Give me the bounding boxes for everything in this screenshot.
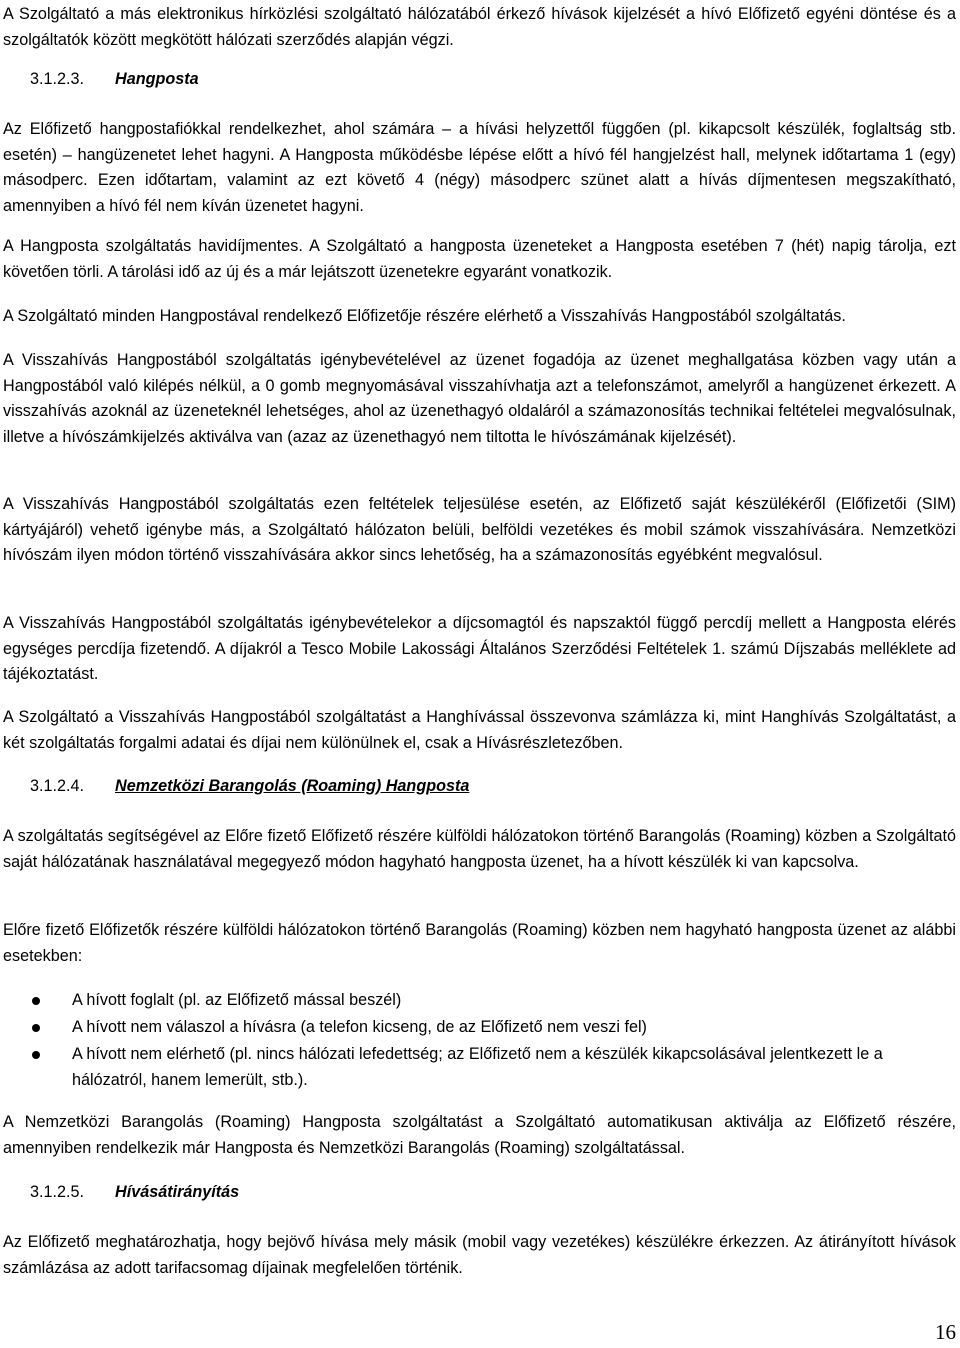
list-item-text: A hívott nem elérhető (pl. nincs hálózati lefedettség; az Előfizető nem a készülék kikapcsolásával jelentkezett le a hálózatról, hanem lemerült, stb.). (72, 1045, 883, 1089)
list-item (0, 988, 956, 1014)
page-number: 16 (935, 1320, 956, 1344)
section-number: 3.1.2.3. (30, 70, 85, 88)
section-title: Nemzetközi Barangolás (Roaming) Hangposta (115, 777, 470, 795)
section-heading-roaming-voicemail (30, 774, 469, 800)
paragraph-voicemail-fee: A Hangposta szolgáltatás havidíjmentes. A Szolgáltató a hangposta üzeneteket a Hangposta esetében 7 (hét) napig tárolja, ezt követően törli. A tárolási idő az új és a már lejátszott üzenetekre egyaránt vonatkozik. (3, 237, 956, 281)
paragraph-callback-billing: A Szolgáltató a Visszahívás Hangpostából szolgáltatást a Hanghívással összevonva számlázza ki, mint Hanghívás Szolgáltatást, a két szolgáltatás forgalmi adatai és díjai nem különülnek el, csak a Hívásrészletezőben. (3, 708, 956, 752)
paragraph-callback-usage: A Visszahívás Hangpostából szolgáltatás igénybevételével az üzenet fogadója az üzenet meghallgatása közben vagy után a Hangpostából való kilépés nélkül, a 0 gomb megnyomásával visszahívhatja azt a telefonszámot, amelyről a hangüzenet érkezett. A visszahívás azoknál az üzeneteknél lehetséges, ahol az üzenethagyó oldaláról a számazonosítás technikai feltételei megvalósulnak, illetve a hívószámkijelzés aktiválva van (azaz az üzenethagyó nem tiltotta le hívószámának kijelzését). (3, 351, 956, 446)
section-title: Hangposta (115, 70, 199, 88)
list-item-text: A hívott nem válaszol a hívásra (a telefon kicseng, de az Előfizető nem veszi fel) (72, 1018, 647, 1037)
paragraph-callback-pricing: A Visszahívás Hangpostából szolgáltatás igénybevételekor a díjcsomagtól és napszaktól függő percdíj mellett a Hangposta elérés egységes percdíja fizetendő. A díjakról a Tesco Mobile Lakossági Általános Szerződési Feltételek 1. számú Díjszabás melléklete ad tájékoztatást. (3, 614, 956, 684)
bullet-icon (32, 1024, 40, 1032)
paragraph-roaming-intro: A szolgáltatás segítségével az Előre fizető Előfizető részére külföldi hálózatokon történő Barangolás (Roaming) közben a Szolgáltató saját hálózatának használatával megegyező módon hagyható hangposta üzenet, ha a hívott készülék ki van kapcsolva. (3, 827, 956, 871)
paragraph-roaming-exceptions: Előre fizető Előfizetők részére külföldi hálózatokon történő Barangolás (Roaming) közben nem hagyható hangposta üzenet az alábbi esetekben: (3, 921, 956, 965)
section-title: Hívásátirányítás (115, 1183, 240, 1201)
section-heading-call-forwarding (30, 1180, 239, 1206)
section-heading-voicemail (30, 67, 199, 93)
section-number: 3.1.2.5. (30, 1183, 85, 1201)
paragraph-roaming-activation: A Nemzetközi Barangolás (Roaming) Hangposta szolgáltatást a Szolgáltató automatikusan aktiválja az Előfizető részére, amennyiben rendelkezik már Hangposta és Nemzetközi Barangolás (Roaming) szolgáltatással. (3, 1113, 956, 1157)
section-number: 3.1.2.4. (30, 777, 85, 795)
bullet-icon (32, 1051, 40, 1059)
paragraph-caller-id: A Szolgáltató a más elektronikus hírközlési szolgáltató hálózatából érkező hívások kijelzését a hívó Előfizető egyéni döntése és a szolgáltatók között megkötött hálózati szerződés alapján végzi. (3, 5, 956, 49)
bullet-list (0, 988, 956, 1095)
paragraph-callback-availability: A Szolgáltató minden Hangpostával rendelkező Előfizetője részére elérhető a Visszahívás Hangpostából szolgáltatás. (3, 307, 846, 325)
list-item (0, 1015, 956, 1041)
list-item (0, 1042, 956, 1093)
bullet-icon (32, 997, 40, 1005)
list-item-text: A hívott foglalt (pl. az Előfizető mással beszél) (72, 991, 402, 1009)
paragraph-voicemail-intro: Az Előfizető hangpostafiókkal rendelkezhet, ahol számára – a hívási helyzettől függően (pl. kikapcsolt készülék, foglaltság stb. esetén) – hangüzenetet lehet hagyni. A Hangposta működésbe lépése előtt a hívó fél hangjelzést hall, melynek időtartama 1 (egy) másodperc. Ezen időtartam, valamint az ezt követő 4 (négy) másodperc szünet alatt a hívás díjmentesen megszakítható, amennyiben a hívó fél nem kíván üzenetet hagyni. (3, 120, 956, 215)
paragraph-call-forwarding: Az Előfizető meghatározhatja, hogy bejövő hívása mely másik (mobil vagy vezetékes) készülékre érkezzen. Az átirányított hívások számlázása az adott tarifacsomag díjainak megfelelően történik. (3, 1233, 956, 1277)
paragraph-callback-conditions: A Visszahívás Hangpostából szolgáltatás ezen feltételek teljesülése esetén, az Előfizető saját készülékéről (Előfizetői (SIM) kártyájáról) vehető igénybe más, a Szolgáltató hálózaton belüli, belföldi vezetékes és mobil számok visszahívására. Nemzetközi hívószám ilyen módon történő visszahívására akkor sincs lehetőség, ha a számazonosítás egyébként megvalósul. (3, 495, 956, 565)
